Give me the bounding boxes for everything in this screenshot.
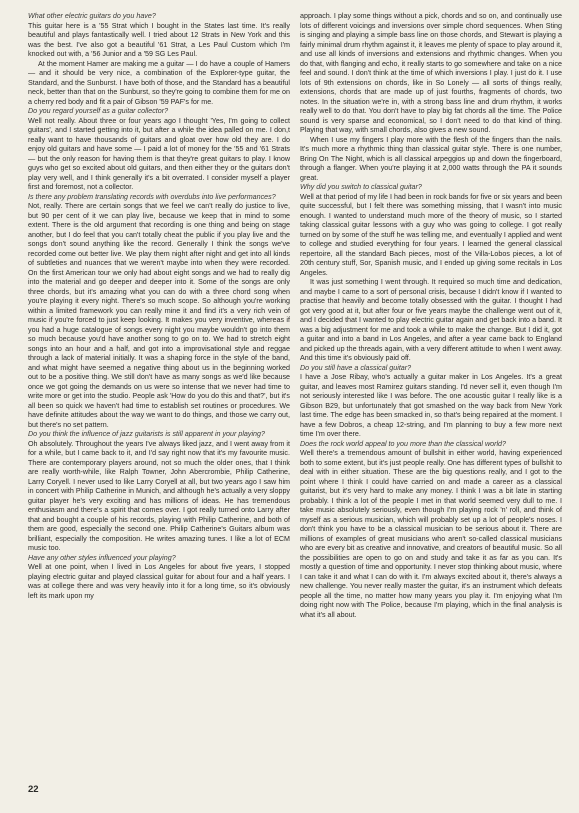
answer-paragraph: Well at that period of my life I had been in rock bands for five or six years and been quite successful, but I felt there was something missing, that I wasn't into music enough. I wanted to understand much more of the theory of music, so I started taking classical guitar lessons with a guy who was going to college. I got really turned on by some of the stuff he was telling me, and eventually I applied and went to college and studied everything for four years. I learned the general classical repertoire, all the standard Bach pieces, most of the Villa-Lobos pieces, a lot of 20th century stuff, Sor, Spanish music, and I ended up giving some recitals in Los Angeles. [300, 192, 562, 277]
answer-paragraph: I have a Jose Ribay, who's actually a guitar maker in Los Angeles. It's a great guitar, and leaves most Ramirez guitars standing. I'd never sell it, even though I'm not seriously interested like I was before. The one acoustic guitar I really like is a Gibson B29, but unfortunately that got smashed on the way back from New York last time. The edge has been smacked in, so that's being repaired at the moment. I have a few Dobros, a cheap 12-string, and I'm planning to buy a few more next time I'm over there. [300, 373, 562, 438]
answer-paragraph: Well at one point, when I lived in Los Angeles for about five years, I stopped playing electric guitar and played classical guitar for about four and a half years. I was at college there and was very heavily into it for a long time, so it's obviously left its mark upon my [28, 563, 290, 600]
interview-question: Is there any problem translating records with overdubs into live performances? [28, 192, 276, 201]
answer-paragraph: It was just something I went through. It required so much time and dedication, and maybe I came to a sort of personal crisis, because I didn't know if I wanted to practise that heavily and become totally obsessed with the guitar. I thought I had got very good at it, but after four or five years maybe the challenge went out of it, and I decided that I wanted to play electric guitar again and get back into a band. It was a big adjustment for me and took a while to make the change. But I did it, got a guitar and into a band in Los Angeles, and after a year came back to England and picked up the threads again, with a very different attitude to when I went away. And this time it's obviously paid off. [300, 278, 562, 362]
right-column [300, 12, 562, 620]
interview-question: Why did you switch to classical guitar? [300, 183, 422, 191]
interview-question: Does the rock world appeal to you more than the classical world? [300, 439, 506, 448]
answer-paragraph: Well not really. About three or four years ago I thought 'Yes, I'm going to collect guitars', and I started getting into it, but after a while the idea palled on me. I don,t really want to have thousands of guitars and gloat over how old they are. I do enjoy old guitars and have some — I paid a lot of money for the '55 and '61 Strats — but the only reason for having them is that they're great guitars to play. I know guys who get so excited about old guitars, and then either they or the guitars don't play very well, and I think generally it's a bit overrated. I consider myself a player first and foremost, not a collector. [28, 116, 290, 191]
article-columns [28, 12, 563, 620]
answer-paragraph: approach. I play some things without a pick, chords and so on, and continually use lots of different voicings and inversions over simple chord sequences. When Sting is singing and playing a simple bass line on those chords, and Stewart is playing a fairly minimal drum rhythm against it, it leaves me plenty of space to play around it, and use all kinds of inversions and extensions and rhythmic changes. When you do that, with flanging and echo, it really starts to go somewhere and take on a nice feel and sound. I don't think at the time of which inversions I play. I just do it. I use lots of 9th extensions on chords, like in So Lonely — all sorts of things really, extensions, chords that are made up of just fourths, fragments of chords, two notes. In the situation we're in, with a strong bass line and drum rhythm, it works really well to do that. You don't have to play big fat chords all the time. The Police sound is very sparse and economical, so I don't need to do that kind of thing. Playing that way, with small chords, also gives a new sound. [300, 12, 562, 134]
interview-question: Have any other styles influenced your playing? [28, 553, 176, 562]
answer-paragraph: Not, really. There are certain songs that we feel we can't really do justice to live, but 90 per cent of it we can play live, because we keep that in mind to some extent. There is the old argument that recording is one thing and being on stage another, but I do feel that you can't totally cheat the public if you play live and the songs don't sound anything like the record. Generally I think the songs we've recorded come out better live. We play them night after night and get into all kinds of subtleties and nuances that we weren't maybe into when they were recorded. On the first American tour we only had about eight songs and we had to really dig into the material and go deeper and deeper into it. Some of the songs are only three chords, but it's amazing what you can do with a three chord song when you're playing it every night. There's so much scope. So although you're working within a limited framework you can really mine it and find it's a very rich vein of music if you're forced to just keep looking. It makes you very inventive, whereas if you had a huge catalogue of songs every night you maybe wouldn't go into them so much because you'd have another song to go on to. We had to stretch eight songs into an hour and a half, and got into a improvisational style and reggae through a lack of material initially. It was a shaping force in the style of the band, and what might have seemed a negative thing about us in the beginning worked out to be a positive thing. We still don't have as many songs as we'd like because once we got going the demands on us were so intense that we never had time to write more or get into the studio. People ask 'How do you do this and that?', but it's all been so quick we haven't had time to establish set routines or procedures. We have definite attitudes about the way we want to do things, and those we carry out, but there's no set pattern. [28, 202, 290, 429]
left-column [28, 12, 290, 620]
answer-paragraph: This guitar here is a '55 Strat which I bought in the States last time. It's really beautiful and plays fantastically well. I tried about 12 Strats in New York and this was the best. I've also got a beautiful '61 Strat, a Les Paul Custom which I'm knocked out with, a '56 Junior and a '59 SG Les Paul. [28, 21, 290, 58]
interview-question: Do you regard yourself as a guitar collector? [28, 107, 169, 115]
answer-paragraph: Oh absolutely. Throughout the years I've always liked jazz, and I went away from it for a while, but I came back to it, and I'd say right now that it's my favourite music. There are contemporary players around, not so much the older ones, that I think are really worth-while, like Ralph Towner, John Abercrombie, Philip Catherine, Larry Coryell. I never used to like Larry Coryell at all, but two years ago I saw him in concert with Philip Catherine in Munich, and although he's actually a very sloppy guitar player he's very exciting and has millions of ideas. He has tremendous enthusiasm and there's a spirit that comes over. I got really turned onto Larry after that and bought a couple of his records, playing with Philip Catherine, and both of them are good, especially the second one. Philip Catherine's Guitars album was brilliant, especially the composition. He writes amazing tunes. I like a lot of ECM music too. [28, 439, 290, 552]
interview-question: Do you think the influence of jazz guitarists is still apparent in your playing? [28, 430, 265, 438]
answer-paragraph: Well there's a tremendous amount of bullshit in either world, having experienced both to some extent, but it's just people really. One has different types of bullshit to deal with in either situation. These are the big questions really, and I got to the point where I think I could have carried on and made a career as a classical guitarist, but it's very hard to make any money. I think I was a bit late in starting probably. I think a lot of the people I met in that world seemed very dull to me. I take music absolutely seriously, even though I'm playing rock 'n' roll, and think of myself as a serious musician, which will probably set up a lot of people's noses. I don't think you have to be a classical musician to be serious about it. There are millions of examples of great musicians who aren't so-called classical musicians who are every bit as creative and innovative, and creators of beautiful music. So all the possibilities are open to go on and study and take it as far as you can. It's mostly a question of time and opportunity. I never stop thinking about music, where I can take it and what I can do with it. I'm always excited about it, there's always a new challenge. You never really master the guitar, it's an instrument which defeats people all the time, no matter how many years you play it. I'm enjoying what I'm doing right now with The Police, because I'm playing, which in the final analysis is what it's all about. [300, 449, 562, 619]
answer-paragraph: When I use my fingers I play more with the flesh of the fingers than the nails. It's much more a rhythmic thing than classical guitar style. There is one number, Bring On The Night, which is all classical arpeggios up and down the fingerboard, through a flanger. When you're playing it at 2,000 watts through the PA it sounds great. [300, 135, 562, 182]
interview-question: Do you still have a classical guitar? [300, 363, 412, 372]
page-number: 22 [28, 784, 39, 795]
interview-question: What other electric guitars do you have? [28, 12, 156, 20]
answer-paragraph: At the moment Hamer are making me a guitar — I do have a couple of Hamers — and it should be very nice, a combination of the Explorer-type guitar, the Standard, and the Sunburst. I have both of those, and the Standard has a beautiful neck, better than that on the Sunburst, so they're going to combine them for me on a cherry red body and fit a pair of Gibson '59 PAF's for me. [28, 59, 290, 106]
